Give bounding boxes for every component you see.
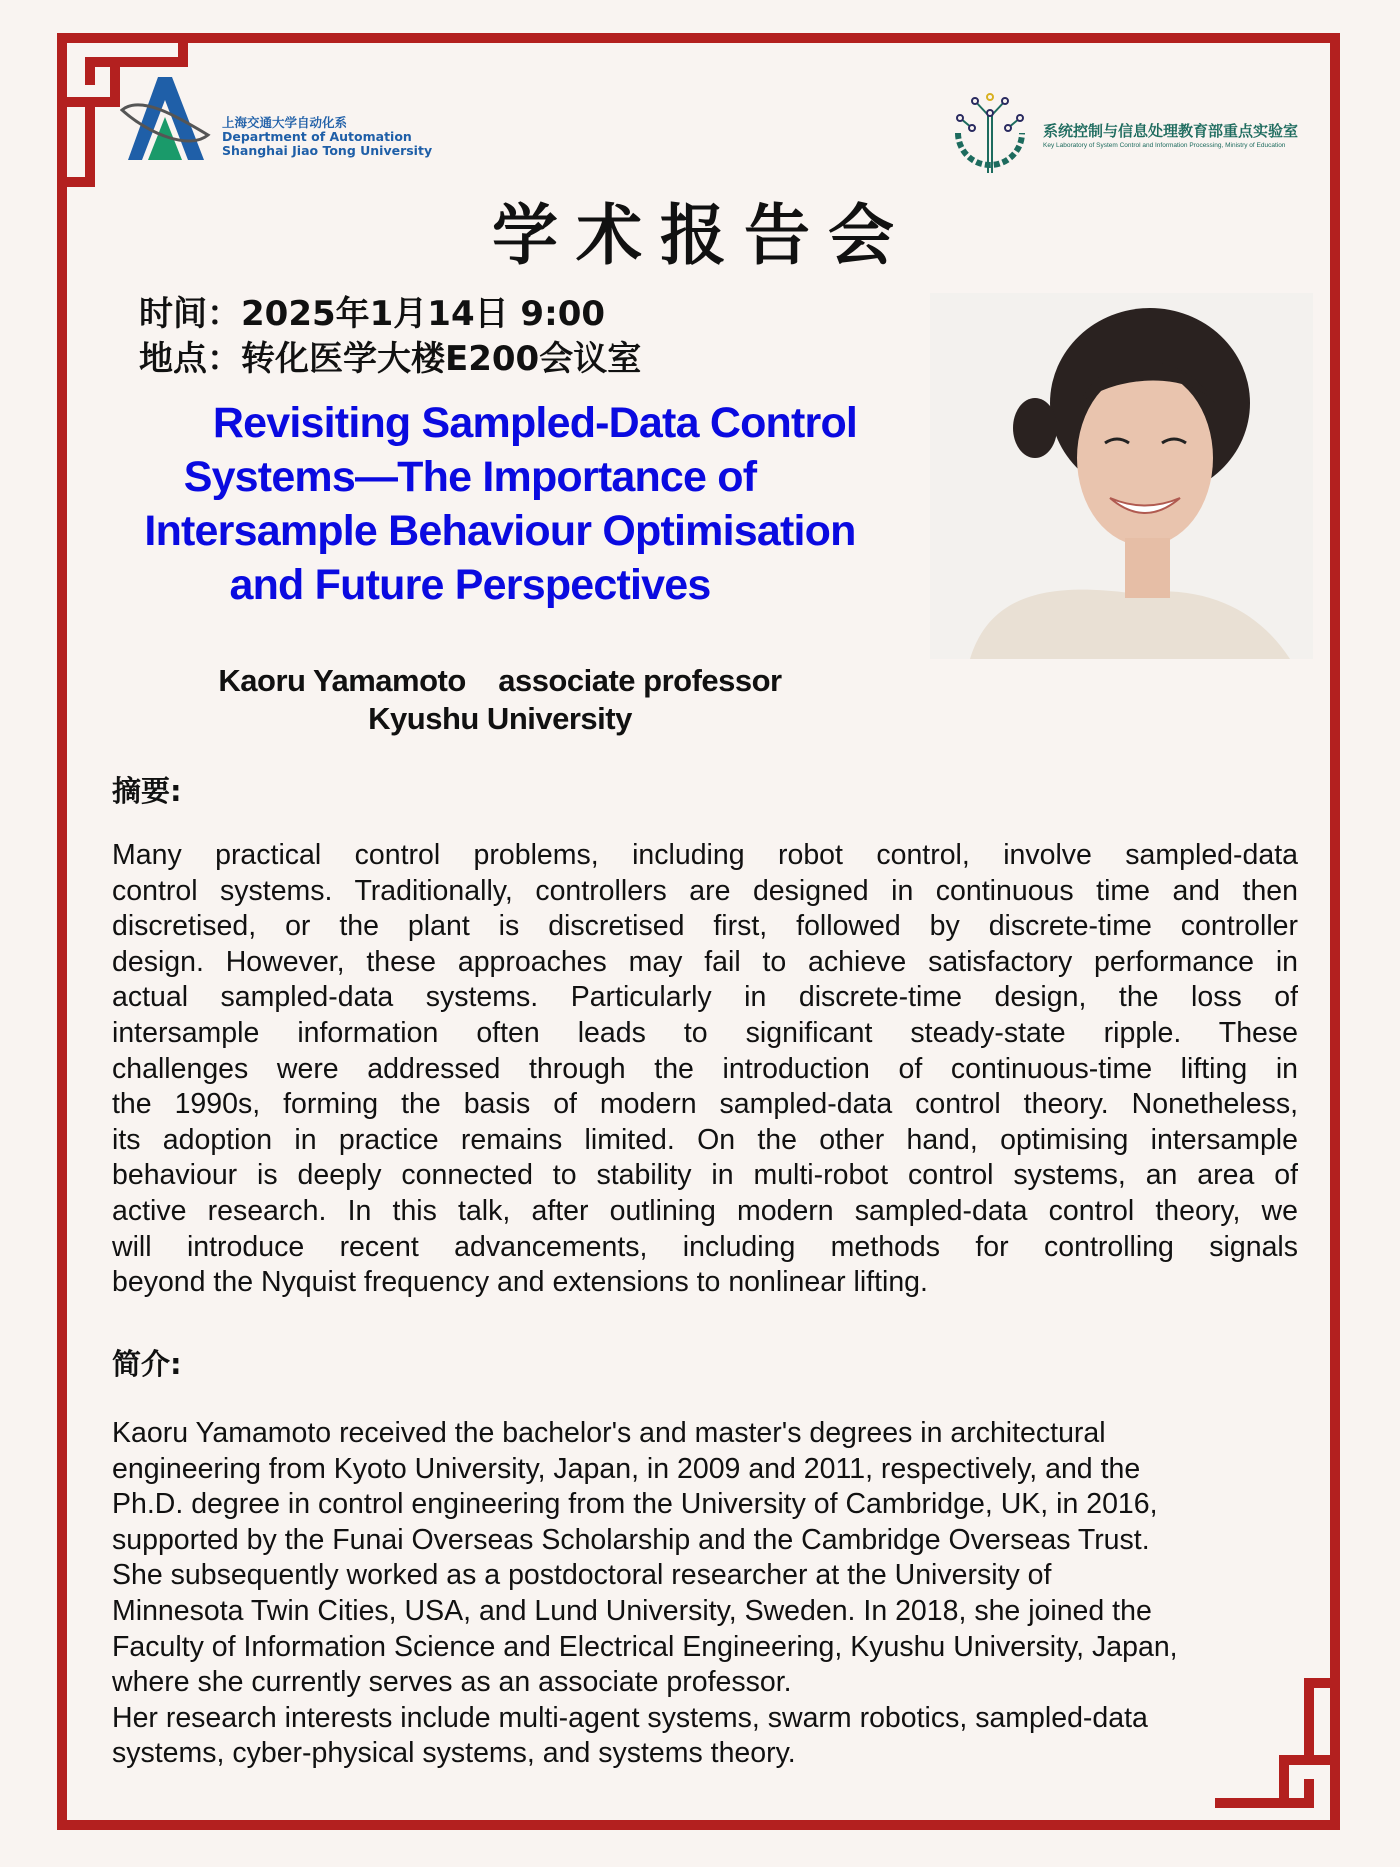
bio-line: systems, cyber-physical systems, and systems theory. xyxy=(112,1737,796,1770)
abstract-line: challenges were addressed through the introduction of continuous-time lifting in xyxy=(112,1052,1298,1085)
speaker-name-title: Kaoru Yamamoto associate professor xyxy=(218,663,782,698)
bio-line: Her research interests include multi-agent systems, swarm robotics, sampled-data xyxy=(112,1701,1148,1734)
abstract-line: discretised, or the plant is discretised first, followed by discrete-time controller xyxy=(112,910,1298,943)
bio-line: Faculty of Information Science and Electrical Engineering, Kyushu University, Japan, xyxy=(112,1630,1178,1663)
speaker-photo xyxy=(930,293,1313,659)
abstract-line: beyond the Nyquist frequency and extensions to nonlinear lifting. xyxy=(112,1266,928,1299)
bio-text xyxy=(112,1416,1298,1772)
abstract-line: will introduce recent advancements, including methods for controlling signals xyxy=(112,1230,1298,1263)
abstract-line: active research. In this talk, after outlining modern sampled-data control theory, we xyxy=(112,1194,1298,1227)
talk-title xyxy=(90,396,910,612)
talk-title-line: and Future Perspectives xyxy=(229,561,711,609)
bio-line: She subsequently worked as a postdoctoral researcher at the University of xyxy=(112,1559,1052,1592)
abstract-line: its adoption in practice remains limited. On the other hand, optimising intersample xyxy=(112,1123,1298,1156)
sjtu-automation-logo xyxy=(120,75,220,163)
sjtu-logo-en1: Department of Automation xyxy=(222,129,412,144)
bio-line: Kaoru Yamamoto received the bachelor's and master's degrees in architectural xyxy=(112,1417,1106,1449)
event-time: 时间：2025年1月14日 9:00 xyxy=(139,294,606,334)
bio-line: Ph.D. degree in control engineering from the University of Cambridge, UK, in 2016, xyxy=(112,1488,1158,1521)
bio-line: engineering from Kyoto University, Japan, in 2009 and 2011, respectively, and the xyxy=(112,1452,1141,1485)
sjtu-logo-cn: 上海交通大学自动化系 xyxy=(222,115,348,130)
talk-title-line: Systems—The Importance of xyxy=(183,453,757,501)
bio-line: Minnesota Twin Cities, USA, and Lund University, Sweden. In 2018, she joined the xyxy=(112,1594,1152,1627)
sjtu-logo-icon xyxy=(120,75,220,163)
page-title: 学术报告会 xyxy=(492,196,912,274)
abstract-line: the 1990s, forming the basis of modern sampled-data control theory. Nonetheless, xyxy=(112,1088,1298,1121)
sjtu-logo-text xyxy=(222,116,432,158)
bio-line: supported by the Funai Overseas Scholarship and the Cambridge Overseas Trust. xyxy=(112,1523,1150,1556)
abstract-heading: 摘要: xyxy=(112,774,182,808)
event-location: 地点：转化医学大楼E200会议室 xyxy=(139,339,642,379)
talk-title-line: Revisiting Sampled-Data Control xyxy=(212,399,858,447)
talk-title-line: Intersample Behaviour Optimisation xyxy=(144,507,856,555)
lab-logo xyxy=(950,93,1030,175)
bio-heading: 简介: xyxy=(112,1347,182,1381)
lab-logo-en: Key Laboratory of System Control and Information Processing, Ministry of Education xyxy=(1043,142,1286,149)
abstract-line: Many practical control problems, including robot control, involve sampled-data xyxy=(112,839,1298,871)
abstract-line: design. However, these approaches may fail to achieve satisfactory performance in xyxy=(112,945,1298,978)
abstract-line: intersample information often leads to significant steady-state ripple. These xyxy=(112,1016,1298,1049)
abstract-line: control systems. Traditionally, controllers are designed in continuous time and then xyxy=(112,874,1298,907)
sjtu-logo-en2: Shanghai Jiao Tong University xyxy=(222,143,433,158)
speaker-affiliation: Kyushu University xyxy=(368,701,632,736)
bio-line: where she currently serves as an associate professor. xyxy=(112,1666,792,1699)
lab-logo-cn: 系统控制与信息处理教育部重点实验室 xyxy=(1043,122,1299,140)
abstract-line: actual sampled-data systems. Particularly in discrete-time design, the loss of xyxy=(112,981,1298,1014)
gear-circuit-icon xyxy=(950,93,1030,175)
abstract-text xyxy=(112,838,1298,1301)
abstract-line: behaviour is deeply connected to stability in multi-robot control systems, an area of xyxy=(112,1159,1298,1192)
